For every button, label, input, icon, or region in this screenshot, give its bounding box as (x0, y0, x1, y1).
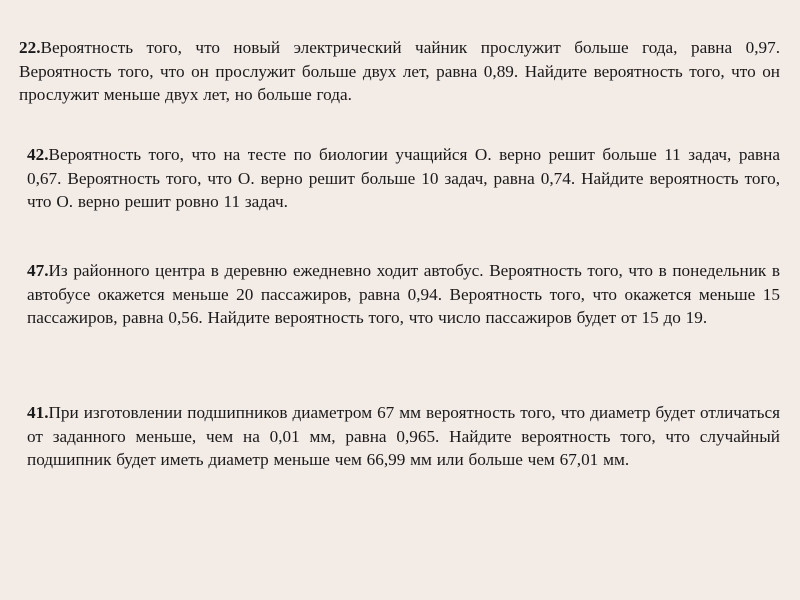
problem-text: Из районного центра в деревню ежедневно ходит автобус. Вероятность того, что в понедельник в автобусе окажется меньше 20 пассажиров, равна 0,94. Вероятность того, что окажется меньше 15 пассажиров, равна 0,56. Найдите вероятность того, что число пассажиров будет от 15 до 19. (27, 261, 780, 327)
problem-number: 22. (19, 38, 41, 57)
problem-number: 42. (27, 145, 49, 164)
problem-41 (27, 401, 780, 472)
problem-text: Вероятность того, что новый электрический чайник прослужит больше года, равна 0,97. Вероятность того, что он прослужит больше двух лет, равна 0,89. Найдите вероятность того, что он прослужит меньше двух лет, но больше года. (19, 38, 780, 104)
problem-42 (27, 143, 780, 214)
problem-22 (19, 36, 780, 107)
problem-47 (27, 259, 780, 330)
problem-number: 41. (27, 403, 49, 422)
problem-text: При изготовлении подшипников диаметром 67 мм вероятность того, что диаметр будет отличаться от заданного меньше, чем на 0,01 мм, равна 0,965. Найдите вероятность того, что случайный подшипник будет иметь диаметр меньше чем 66,99 мм или больше чем 67,01 мм. (27, 403, 780, 469)
problem-text: Вероятность того, что на тесте по биологии учащийся О. верно решит больше 11 задач, равна 0,67. Вероятность того, что О. верно решит больше 10 задач, равна 0,74. Найдите вероятность того, что О. верно решит ровно 11 задач. (27, 145, 780, 211)
problem-number: 47. (27, 261, 49, 280)
